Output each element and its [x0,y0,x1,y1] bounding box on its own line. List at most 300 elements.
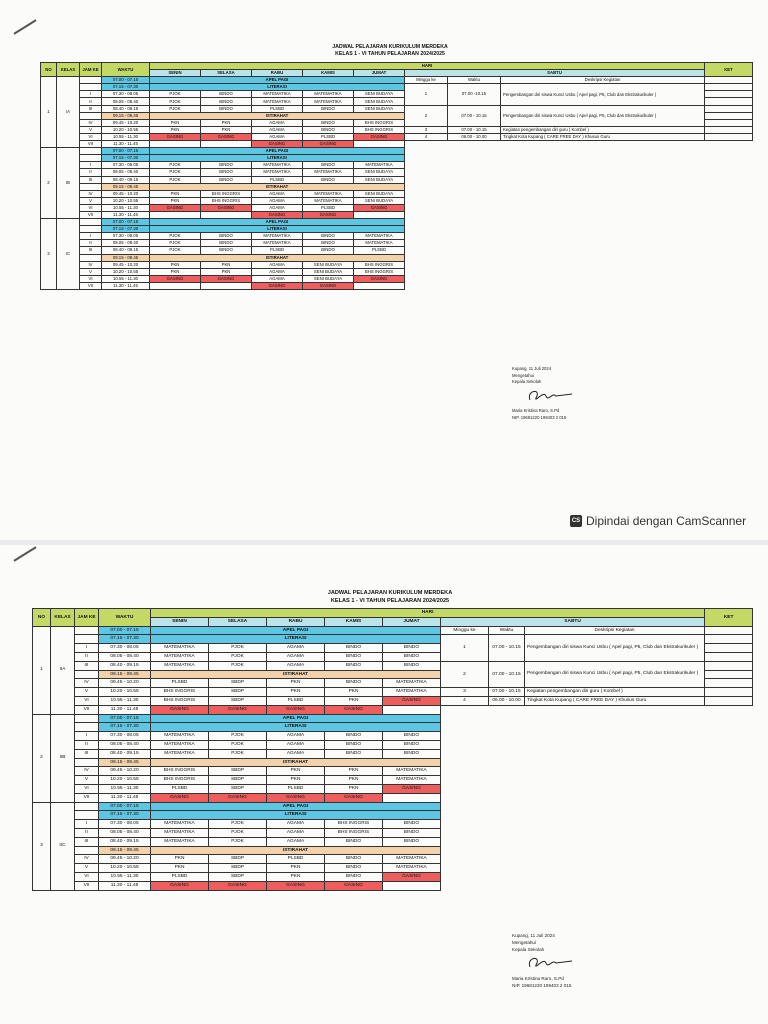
waktu: 07.30 - 08.05 [99,732,151,741]
subject-cell: AGAMA [252,275,303,282]
header-row [41,63,753,70]
empty-cell [705,776,753,785]
waktu: 10.55 - 11.30 [102,275,150,282]
waktu: 09.15 - 09.45 [102,183,150,190]
waktu: 08.05 - 08.40 [99,652,151,661]
table-row [33,740,753,749]
subject-cell: PJOK [209,652,267,661]
empty-cell [405,254,705,261]
subject-cell: BINDO [325,740,383,749]
table-row [41,155,753,162]
subject-cell: BINDO [201,91,252,98]
subject-cell: PLSBD [267,784,325,793]
table-row [33,758,753,767]
subject-cell: AGAMA [252,119,303,126]
sabtu-minggu: 4 [405,133,448,140]
istirahat-row: ISTIRAHAT [150,183,405,190]
subject-cell: GASING [201,133,252,140]
subject-cell: PKN [201,268,252,275]
waktu: 08.40 - 09.15 [102,247,150,254]
subject-cell: BINDO [325,872,383,881]
subject-cell: SENI BUDAYA [303,275,354,282]
col-header-hari: HARI [151,609,705,618]
table-row [33,793,753,802]
empty-cell [705,784,753,793]
table-row [41,197,753,204]
signature-block [512,366,582,421]
empty-cell [705,155,753,162]
jam-ke: VII [75,705,99,714]
subject-cell: GASING [354,133,405,140]
subject-cell: SENI BUDAYA [303,268,354,275]
subject-cell: PLSBD [267,855,325,864]
table-row [33,864,753,873]
subject-cell: SENI BUDAYA [354,190,405,197]
class-name: IIC [51,802,75,890]
subject-cell: MATEMATIKA [252,91,303,98]
subject-cell: MATEMATIKA [383,776,441,785]
jam-ke: I [75,644,99,653]
class-no: 3 [33,802,51,890]
col-header-ket: KET [705,609,753,627]
jam-ke: VI [80,275,102,282]
subject-cell: BINDO [325,679,383,688]
jam-ke [80,77,102,84]
band-row: LITERASI [151,635,441,644]
waktu: 07.00 - 07.15 [102,219,150,226]
day-header: SENIN [151,617,209,626]
jam-ke [80,84,102,91]
subject-cell: BINDO [303,126,354,133]
subject-cell: PKN [325,776,383,785]
ket-cell [705,112,753,119]
table-row [33,784,753,793]
subject-cell: BINDO [383,732,441,741]
col-header-kelas: KELAS [51,609,75,627]
subject-cell: GASING [209,793,267,802]
waktu: 07.30 - 08.05 [99,820,151,829]
signature-block [512,932,582,989]
subject-cell: MATEMATIKA [354,233,405,240]
sabtu-deskripsi: Tingkat Kota Kupang ( CARE FREE DAY ) Khusus Guru [525,696,705,705]
istirahat-row: ISTIRAHAT [151,758,441,767]
subject-cell: AGAMA [267,661,325,670]
subject-cell: GASING [325,705,383,714]
subject-cell [383,793,441,802]
empty-cell [441,740,705,749]
waktu: 07.15 - 07.30 [99,811,151,820]
subject-cell: SBDP [209,864,267,873]
waktu: 09.45 - 10.20 [102,190,150,197]
empty-cell [405,261,705,268]
subject-cell: PLSBD [252,105,303,112]
empty-cell [441,837,705,846]
subject-cell: MATEMATIKA [151,749,209,758]
empty-cell [405,211,705,218]
subject-cell: AGAMA [252,133,303,140]
subject-cell: MATEMATIKA [303,190,354,197]
subject-cell: MATEMATIKA [354,162,405,169]
jam-ke: IV [80,119,102,126]
sabtu-header-waktu: Waktu [489,626,525,635]
empty-cell [705,233,753,240]
subject-cell: BHS INGGRIS [151,767,209,776]
empty-cell [441,846,705,855]
title-line-1: JADWAL PELAJARAN KURIKULUM MERDEKA [327,590,453,596]
subject-cell: GASING [267,881,325,890]
table-row [41,240,753,247]
subject-cell: GASING [151,705,209,714]
subject-cell: GASING [383,784,441,793]
waktu: 08.40 - 09.15 [99,837,151,846]
waktu: 10.20 - 10.55 [102,268,150,275]
ket-cell [705,635,753,644]
waktu: 10.55 - 11.30 [99,872,151,881]
jam-ke [80,226,102,233]
subject-cell: MATEMATIKA [252,240,303,247]
empty-cell [705,740,753,749]
jam-ke: IV [80,190,102,197]
jam-ke: IV [75,679,99,688]
waktu: 09.45 - 10.20 [99,767,151,776]
subject-cell: BINDO [325,864,383,873]
ket-cell [705,670,753,679]
table-row [41,226,753,233]
waktu: 09.15 - 09.45 [99,846,151,855]
subject-cell: SENI BUDAYA [354,197,405,204]
subject-cell: MATEMATIKA [151,837,209,846]
subject-cell: GASING [325,881,383,890]
sign-nip: NIP. 19681220 199403 2 015 [512,414,567,420]
empty-cell [705,169,753,176]
camscanner-label: Dipindai dengan CamScanner [586,514,747,528]
subject-cell: BINDO [303,119,354,126]
class-no: 3 [41,219,57,290]
empty-cell [441,749,705,758]
subject-cell: SBDP [209,679,267,688]
ket-cell [705,126,753,133]
subject-cell: BINDO [383,837,441,846]
ket-cell [705,119,753,126]
subject-cell: PJOK [150,98,201,105]
sabtu-minggu: 3 [405,126,448,133]
subject-cell: BINDO [201,162,252,169]
subject-cell: BINDO [325,644,383,653]
empty-cell [705,705,753,714]
jam-ke: VII [80,141,102,148]
empty-cell [705,282,753,289]
subject-cell: SBDP [209,688,267,697]
waktu: 08.05 - 08.40 [102,240,150,247]
table-row [41,219,753,226]
subject-cell: PJOK [209,740,267,749]
sabtu-header-deskripsi: Deskripsi Kegiatan [525,626,705,635]
waktu: 07.00 - 07.15 [99,802,151,811]
class-no: 1 [41,77,57,148]
jam-ke: VII [75,793,99,802]
empty-cell [405,233,705,240]
empty-cell [441,767,705,776]
col-header-jam: JAM KE [80,63,102,77]
subject-cell: PKN [267,679,325,688]
subject-cell: PLSBD [252,247,303,254]
table-row [41,247,753,254]
subject-cell [383,705,441,714]
subject-cell: MATEMATIKA [151,644,209,653]
col-header-kelas: KELAS [57,63,80,77]
subject-cell [201,141,252,148]
jam-ke: VII [80,211,102,218]
subject-cell: MATEMATIKA [151,661,209,670]
signature-scribble-icon [512,953,582,973]
subject-cell: GASING [201,275,252,282]
subject-cell: PKN [267,864,325,873]
subject-cell: GASING [150,133,201,140]
subject-cell: PKN [150,119,201,126]
waktu: 09.15 - 09.45 [102,254,150,261]
band-row: APEL PAGI [150,148,405,155]
waktu: 08.05 - 08.40 [102,98,150,105]
empty-cell [405,169,705,176]
ket-cell [705,626,753,635]
table-row [41,204,753,211]
table-row [33,749,753,758]
subject-cell: PLSBD [267,696,325,705]
subject-cell: SBDP [209,855,267,864]
waktu: 07.15 - 07.30 [102,155,150,162]
document-title [160,589,620,605]
col-header-jam: JAM KE [75,609,99,627]
waktu: 09.45 - 10.20 [99,679,151,688]
subject-cell: AGAMA [267,732,325,741]
empty-cell [441,855,705,864]
table-row [33,635,753,644]
jam-ke [80,183,102,190]
subject-cell: BINDO [325,732,383,741]
waktu: 07.30 - 08.05 [102,91,150,98]
class-name: IIB [51,714,75,802]
waktu: 08.40 - 09.15 [99,661,151,670]
jam-ke: VII [80,282,102,289]
sabtu-waktu: 06.00 - 10.00 [448,133,501,140]
subject-cell: BINDO [201,247,252,254]
schedule-table [40,62,753,290]
table-row [33,626,753,635]
table-row [33,811,753,820]
sabtu-header-minggu: Minggu ke [441,626,489,635]
band-row: APEL PAGI [150,77,405,84]
waktu: 09.15 - 09.45 [99,758,151,767]
day-header: RABU [267,617,325,626]
subject-cell: BINDO [325,837,383,846]
empty-cell [441,784,705,793]
waktu: 11.30 - 11.45 [99,881,151,890]
band-row: APEL PAGI [151,714,441,723]
subject-cell: MATEMATIKA [252,162,303,169]
istirahat-row: ISTIRAHAT [150,254,405,261]
waktu: 07.15 - 07.30 [102,84,150,91]
sign-role: Kepala Sekolah [512,379,542,384]
table-row [33,705,753,714]
sabtu-deskripsi: Pengembangan diri siswa Kunci Usbu ( Apel pagi, P5, Club dan Ekstrakurikuler ) [501,105,705,126]
subject-cell: GASING [354,204,405,211]
empty-cell [441,828,705,837]
subject-cell: SENI BUDAYA [354,169,405,176]
waktu: 08.40 - 09.15 [102,105,150,112]
subject-cell: MATEMATIKA [383,679,441,688]
subject-cell: AGAMA [267,749,325,758]
subject-cell: PJOK [150,169,201,176]
subject-cell: PJOK [150,240,201,247]
empty-cell [705,247,753,254]
pen-mark [13,19,36,34]
table-row [33,872,753,881]
subject-cell: BINDO [201,233,252,240]
waktu: 08.05 - 08.40 [99,740,151,749]
jam-ke: I [75,820,99,829]
table-row [33,767,753,776]
subject-cell: MATEMATIKA [303,91,354,98]
table-row [41,261,753,268]
empty-cell [705,872,753,881]
table-row [41,169,753,176]
day-header: KAMIS [303,70,354,77]
subject-cell: PLSBD [252,176,303,183]
waktu: 10.55 - 11.30 [99,784,151,793]
empty-cell [705,176,753,183]
subject-cell: GASING [325,793,383,802]
sabtu-waktu: 07.00 - 10.15 [489,635,525,661]
jam-ke: II [75,652,99,661]
empty-cell [705,811,753,820]
subject-cell: GASING [383,696,441,705]
subject-cell: GASING [201,204,252,211]
subject-cell: SENI BUDAYA [354,98,405,105]
pen-mark [13,546,36,561]
title-line-1: JADWAL PELAJARAN KURIKULUM MERDEKA [332,44,448,50]
jam-ke: II [75,828,99,837]
subject-cell: BINDO [383,644,441,653]
table-row [33,855,753,864]
empty-cell [441,881,705,890]
subject-cell: PJOK [209,837,267,846]
empty-cell [705,749,753,758]
subject-cell: BINDO [383,652,441,661]
waktu: 10.20 - 10.55 [99,864,151,873]
title-line-2: KELAS 1 - VI TAHUN PELAJARAN 2024/2025 [335,51,445,57]
subject-cell: MATEMATIKA [151,828,209,837]
subject-cell: BINDO [383,661,441,670]
empty-cell [705,148,753,155]
subject-cell: SBDP [209,872,267,881]
subject-cell: SENI BUDAYA [354,105,405,112]
subject-cell: PKN [150,268,201,275]
subject-cell [201,211,252,218]
sabtu-header-waktu: Waktu [448,77,501,84]
sabtu-deskripsi: Kegiatan pengembangan diri guru ( Kombel ) [525,688,705,697]
waktu: 11.30 - 11.45 [102,141,150,148]
jam-ke: VI [75,784,99,793]
empty-cell [405,183,705,190]
empty-cell [441,872,705,881]
sabtu-minggu: 3 [441,688,489,697]
subject-cell: PKN [150,126,201,133]
sign-acknowledged: Mengetahui [512,940,537,945]
jam-ke [75,802,99,811]
document-title [160,44,620,58]
subject-cell: GASING [303,282,354,289]
waktu: 09.45 - 10.20 [102,119,150,126]
jam-ke: II [80,98,102,105]
sabtu-deskripsi: Tingkat Kota Kupang ( CARE FREE DAY ) Khusus Guru [501,133,705,140]
subject-cell: BHS INGGRIS [325,820,383,829]
waktu: 08.40 - 09.15 [102,176,150,183]
ket-cell [705,133,753,140]
class-name: IB [57,148,80,219]
empty-cell [705,162,753,169]
subject-cell: SENI BUDAYA [354,91,405,98]
subject-cell [150,211,201,218]
waktu: 07.15 - 07.30 [102,226,150,233]
empty-cell [705,828,753,837]
subject-cell: PKN [267,776,325,785]
ket-cell [705,84,753,91]
class-no: 1 [33,626,51,714]
table-row [33,732,753,741]
jam-ke [75,626,99,635]
camscanner-watermark [570,514,746,528]
subject-cell: BINDO [303,240,354,247]
empty-cell [705,204,753,211]
empty-cell [441,723,705,732]
subject-cell: SBDP [209,696,267,705]
subject-cell: MATEMATIKA [151,740,209,749]
waktu: 08.05 - 08.40 [99,828,151,837]
jam-ke: VII [75,881,99,890]
class-name: IC [57,219,80,290]
subject-cell: PLSBD [151,784,209,793]
jam-ke: IV [75,855,99,864]
table-row [33,828,753,837]
table-row [41,233,753,240]
subject-cell: GASING [354,275,405,282]
sign-place-date: Kupang, 11 Juli 2024 [512,933,555,938]
sabtu-deskripsi: Kegiatan pengembangan diri guru ( Kombel ) [501,126,705,133]
subject-cell: PKN [325,696,383,705]
sabtu-deskripsi: Pengembangan diri siswa Kunci Usbu ( Apel pagi, P5, Club dan Ekstrakurikuler ) [501,84,705,105]
ket-cell [705,652,753,661]
jam-ke: V [75,688,99,697]
sabtu-minggu: 1 [441,635,489,661]
table-row [41,190,753,197]
subject-cell: PKN [325,767,383,776]
col-header-waktu: WAKTU [99,609,151,627]
band-row: APEL PAGI [151,626,441,635]
class-name: IIA [51,626,75,714]
subject-cell: SENI BUDAYA [303,261,354,268]
subject-cell: SBDP [209,776,267,785]
subject-cell: PKN [150,190,201,197]
jam-ke [75,714,99,723]
empty-cell [705,141,753,148]
subject-cell: GASING [267,793,325,802]
subject-cell: PLSBD [151,679,209,688]
band-row: LITERASI [151,723,441,732]
jam-ke: VI [75,696,99,705]
table-row [33,714,753,723]
subject-cell: GASING [150,275,201,282]
subject-cell: BINDO [383,749,441,758]
